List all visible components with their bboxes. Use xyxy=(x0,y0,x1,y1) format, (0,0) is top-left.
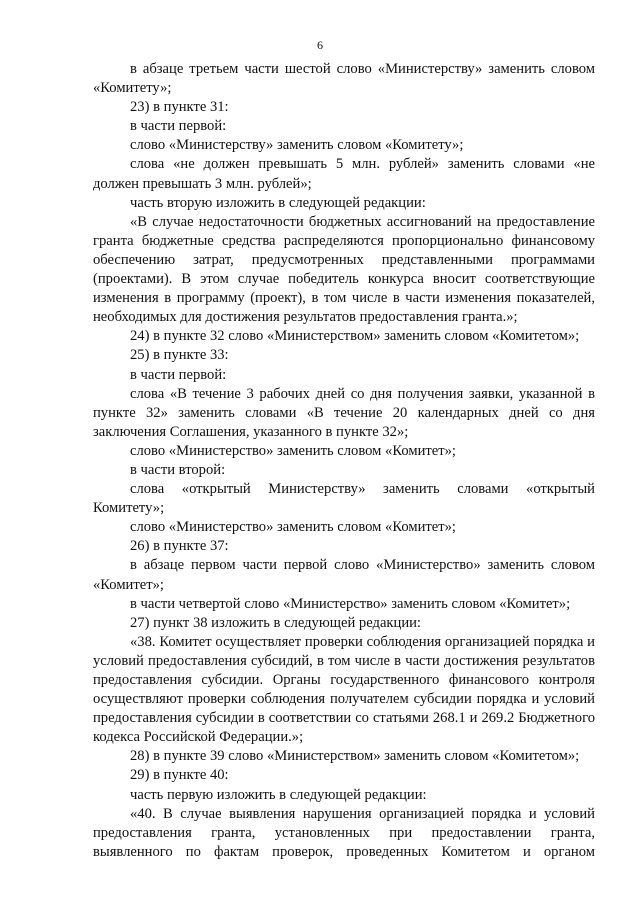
paragraph: 24) в пункте 32 слово «Министерством» заменить словом «Комитетом»; xyxy=(130,328,580,345)
paragraph: часть вторую изложить в следующей редакции: xyxy=(130,194,426,211)
paragraph: в абзаце третьем части шестой слово «Министерству» заменить словом «Комитету»; xyxy=(93,61,595,97)
document-body xyxy=(93,60,595,862)
paragraph: слово «Министерство» заменить словом «Комитет»; xyxy=(130,442,456,459)
paragraph: 23) в пункте 31: xyxy=(130,99,229,116)
paragraph: в части второй: xyxy=(130,461,226,478)
paragraph: «40. В случае выявления нарушения организацией порядка и условий предоставления гранта, установленных при предоставлении гранта, выявленного по фактам проверок, проведенных Комитетом и органом xyxy=(93,805,595,860)
paragraph: слова «открытый Министерству» заменить словами «открытый Комитету»; xyxy=(93,481,595,517)
paragraph: «В случае недостаточности бюджетных ассигнований на предоставление гранта бюджетные средства распределяются пропорционально финансовому обеспечению затрат, предусмотренных представленными программами (проектами). В этом случае победитель конкурса вносит соответствующие изменения в программу (проект), в том числе в части изменения показателей, необходимых для достижения результатов предоставления гранта.»; xyxy=(93,213,595,326)
paragraph: 26) в пункте 37: xyxy=(130,538,229,555)
paragraph: 28) в пункте 39 слово «Министерством» заменить словом «Комитетом»; xyxy=(130,748,580,765)
paragraph: 27) пункт 38 изложить в следующей редакции: xyxy=(130,614,421,631)
paragraph: слова «не должен превышать 5 млн. рублей» заменить словами «не должен превышать 3 млн. рублей»; xyxy=(93,156,595,192)
paragraph: «38. Комитет осуществляет проверки соблюдения организацией порядка и условий предоставления субсидий, в том числе в части достижения результатов предоставления субсидии. Органы государственного финансового контроля осуществляют проверки соблюдения получателем субсидии порядка и условий предоставления субсидии в соответствии со статьями 268.1 и 269.2 Бюджетного кодекса Российской Федерации.»; xyxy=(93,633,595,746)
page-number: 6 xyxy=(317,38,323,52)
paragraph: в части первой: xyxy=(130,366,227,383)
paragraph: слова «В течение 3 рабочих дней со дня получения заявки, указанной в пункте 32» заменить словами «В течение 20 календарных дней со дня заключения Соглашения, указанного в пункте 32»; xyxy=(93,385,595,440)
paragraph: 29) в пункте 40: xyxy=(130,767,229,784)
paragraph: 25) в пункте 33: xyxy=(130,347,229,364)
paragraph: в части первой: xyxy=(130,118,227,135)
paragraph: в абзаце первом части первой слово «Министерство» заменить словом «Комитет»; xyxy=(93,557,595,593)
paragraph: часть первую изложить в следующей редакции: xyxy=(130,786,427,803)
paragraph: слово «Министерство» заменить словом «Комитет»; xyxy=(130,519,456,536)
paragraph: в части четвертой слово «Министерство» заменить словом «Комитет»; xyxy=(130,595,571,612)
paragraph: слово «Министерству» заменить словом «Комитету»; xyxy=(130,137,464,154)
